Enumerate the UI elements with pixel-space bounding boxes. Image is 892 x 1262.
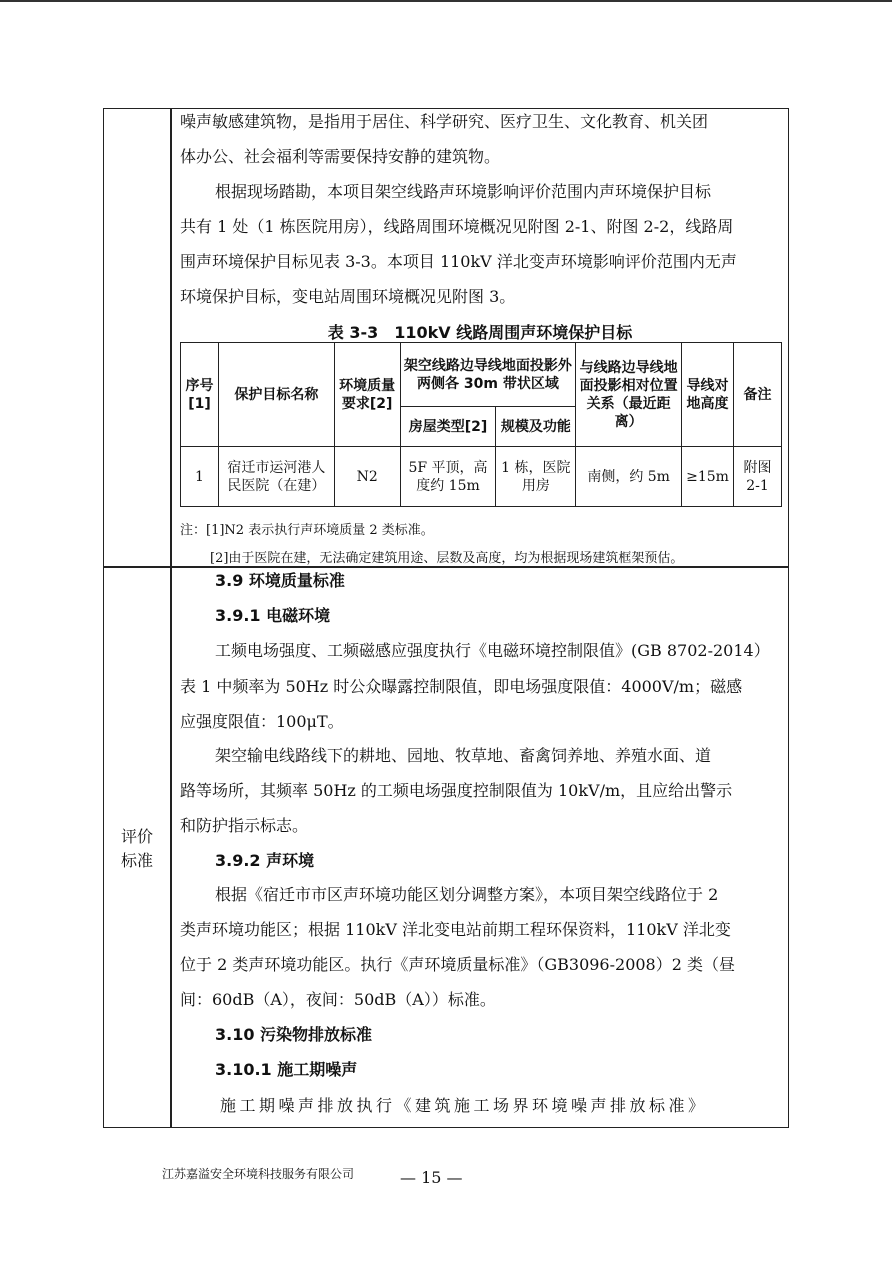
table-row xyxy=(181,447,782,507)
header-name: 保护目标名称 xyxy=(218,343,334,447)
intro-line-4: 共有 1 处（1 栋医院用房），线路周围环境概况见附图 2-1、附图 2-2，线路周 xyxy=(180,217,734,236)
header-seq: 序号[1] xyxy=(181,343,219,447)
page-top-border xyxy=(0,0,892,2)
row-label-text: 评价 标准 xyxy=(120,827,153,870)
em-line-6: 和防护指示标志。 xyxy=(180,816,309,835)
em-line-2: 表 1 中频率为 50Hz 时公众曝露控制限值，即电场强度限值：4000V/m；磁感 xyxy=(180,677,743,696)
cell-scale: 1 栋，医院用房 xyxy=(496,447,576,507)
cell-height: ≥15m xyxy=(682,447,734,507)
table-caption: 表 3-3 110kV 线路周围声环境保护目标 xyxy=(327,323,633,342)
cell-house: 5F 平顶，高度约 15m xyxy=(400,447,496,507)
header-height: 导线对地高度 xyxy=(682,343,734,447)
em-line-1: 工频电场强度、工频磁感应强度执行《电磁环境控制限值》(GB 8702-2014） xyxy=(215,641,770,660)
noise-line-4: 间：60dB（A），夜间：50dB（A））标准。 xyxy=(180,990,496,1009)
intro-line-2: 体办公、社会福利等需要保持安静的建筑物。 xyxy=(180,147,501,166)
header-house-type: 房屋类型[2] xyxy=(400,407,496,447)
table-note-2: [2]由于医院在建，无法确定建筑用途、层数及高度，均为根据现场建筑框架预估。 xyxy=(210,551,684,566)
header-quality: 环境质量要求[2] xyxy=(334,343,400,447)
cell-relation: 南侧，约 5m xyxy=(576,447,682,507)
heading-3-10: 3.10 污染物排放标准 xyxy=(215,1025,373,1044)
noise-line-1: 根据《宿迁市市区声环境功能区划分调整方案》，本项目架空线路位于 2 xyxy=(215,885,719,904)
heading-3-9-2: 3.9.2 声环境 xyxy=(215,851,315,870)
intro-line-3: 根据现场踏勘，本项目架空线路声环境影响评价范围内声环境保护目标 xyxy=(215,182,712,201)
cell-seq: 1 xyxy=(181,447,219,507)
footer-page-number: — 15 — xyxy=(400,1168,463,1187)
intro-line-6: 环境保护目标，变电站周围环境概况见附图 3。 xyxy=(180,287,516,306)
em-line-3: 应强度限值：100μT。 xyxy=(180,712,344,731)
label-column-divider xyxy=(170,108,172,1128)
intro-line-1: 噪声敏感建筑物，是指用于居住、科学研究、医疗卫生、文化教育、机关团 xyxy=(180,112,709,131)
em-line-5: 路等场所，其频率 50Hz 的工频电场强度控制限值为 10kV/m，且应给出警示 xyxy=(180,781,733,800)
header-scale: 规模及功能 xyxy=(496,407,576,447)
footer-company: 江苏嘉溢安全环境科技服务有限公司 xyxy=(162,1167,355,1181)
cell-remark: 附图 2-1 xyxy=(734,447,782,507)
header-remark: 备注 xyxy=(734,343,782,447)
row-label-eval-standard xyxy=(103,825,171,873)
table-note-1: 注：[1]N2 表示执行声环境质量 2 类标准。 xyxy=(180,523,434,538)
header-band: 架空线路边导线地面投影外两侧各 30m 带状区域 xyxy=(400,343,576,407)
cell-quality: N2 xyxy=(334,447,400,507)
heading-3-9-1: 3.9.1 电磁环境 xyxy=(215,606,331,625)
heading-3-9: 3.9 环境质量标准 xyxy=(215,571,345,590)
header-relation: 与线路边导线地面投影相对位置关系（最近距离） xyxy=(576,343,682,447)
noise-line-3: 位于 2 类声环境功能区。执行《声环境质量标准》（GB3096-2008）2 类（昼 xyxy=(180,955,736,974)
intro-line-5: 围声环境保护目标见表 3-3。本项目 110kV 洋北变声环境影响评价范围内无声 xyxy=(180,252,737,271)
construction-noise-line: 施工期噪声排放执行《建筑施工场界环境噪声排放标准》 xyxy=(220,1096,708,1115)
heading-3-10-1: 3.10.1 施工期噪声 xyxy=(215,1060,358,1079)
em-line-4: 架空输电线路线下的耕地、园地、牧草地、畜禽饲养地、养殖水面、道 xyxy=(215,746,712,765)
cell-name: 宿迁市运河港人民医院（在建） xyxy=(218,447,334,507)
noise-line-2: 类声环境功能区；根据 110kV 洋北变电站前期工程环保资料，110kV 洋北变 xyxy=(180,920,731,939)
noise-target-table xyxy=(180,342,782,507)
row-divider xyxy=(103,566,789,568)
